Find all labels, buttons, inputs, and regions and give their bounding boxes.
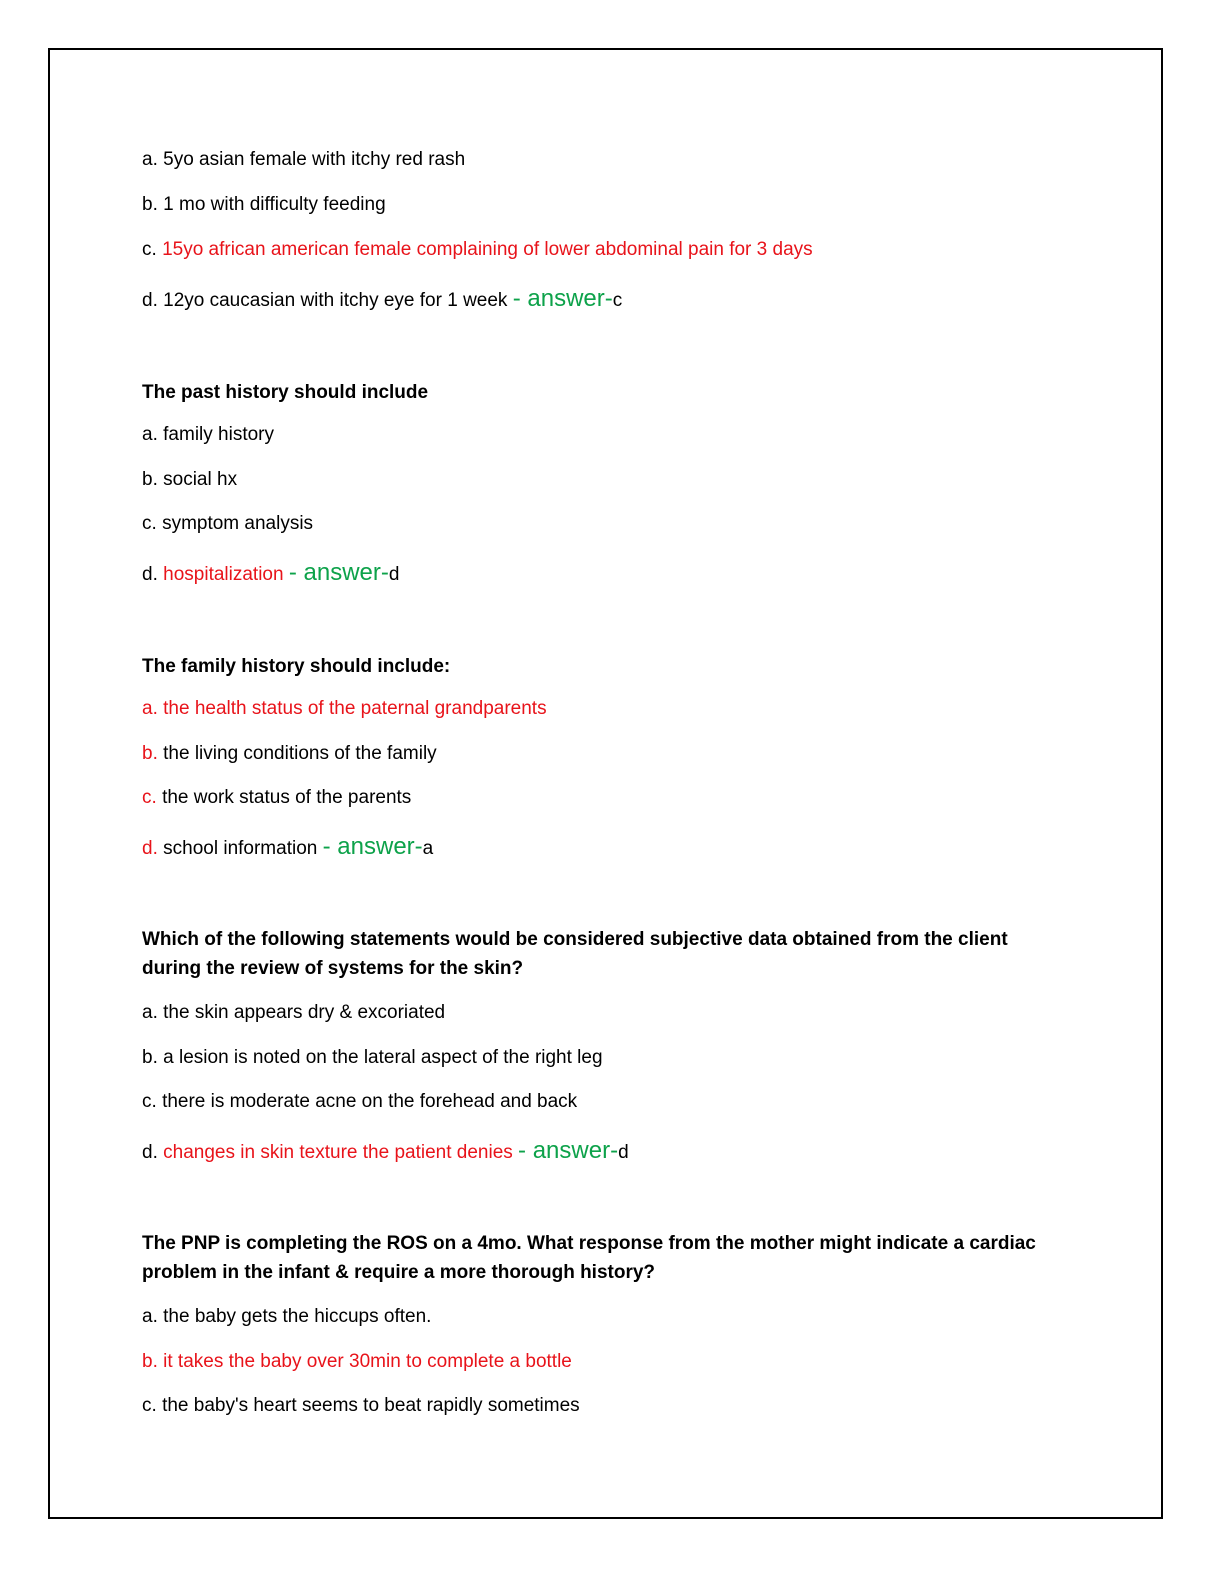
answer-letter: a: [422, 838, 434, 859]
q4-question: The PNP is completing the ROS on a 4mo. What response from the mother might indicate a cardiac problem in the infant & require a more thorough history?: [142, 1233, 1036, 1283]
answer-marker: - answer-: [288, 559, 389, 586]
q0-option-d: d. 12yo caucasian with itchy eye for 1 week - answer-c: [142, 285, 623, 312]
q1-option-b: b. social hx: [142, 469, 238, 490]
q4-option-a: a. the baby gets the hiccups often.: [142, 1306, 432, 1327]
q3-option-b: b. a lesion is noted on the lateral aspect of the right leg: [142, 1047, 603, 1068]
q1-option-a: a. family history: [142, 424, 274, 445]
answer-marker: - answer-: [512, 285, 613, 312]
q3-option-a: a. the skin appears dry & excoriated: [142, 1002, 446, 1023]
answer-letter: d: [388, 564, 400, 585]
q1-option-c: c. symptom analysis: [142, 513, 314, 534]
q1-option-d: d. hospitalization - answer-d: [142, 559, 400, 586]
q3-option-d: d. changes in skin texture the patient denies - answer-d: [142, 1137, 629, 1164]
answer-marker: - answer-: [518, 1137, 619, 1164]
q2-option-d: d. school information - answer-a: [142, 833, 434, 860]
q2-question: The family history should include:: [142, 656, 451, 677]
page-border: [48, 48, 1163, 1519]
answer-letter: d: [618, 1142, 629, 1163]
q2-option-c: c. the work status of the parents: [142, 787, 412, 808]
q0-option-c: c. 15yo african american female complaining of lower abdominal pain for 3 days: [142, 239, 813, 260]
answer-letter: c: [612, 290, 623, 311]
answer-marker: - answer-: [322, 833, 423, 860]
q0-option-a: a. 5yo asian female with itchy red rash: [142, 149, 466, 170]
q4-option-c: c. the baby's heart seems to beat rapidly sometimes: [142, 1395, 580, 1416]
q2-option-a: a. the health status of the paternal grandparents: [142, 698, 547, 719]
q3-question: Which of the following statements would be considered subjective data obtained from the client during the review of systems for the skin?: [142, 929, 1008, 979]
q0-option-b: b. 1 mo with difficulty feeding: [142, 194, 386, 215]
q1-question: The past history should include: [142, 382, 429, 403]
q2-option-b: b. the living conditions of the family: [142, 743, 437, 764]
q4-option-b: b. it takes the baby over 30min to complete a bottle: [142, 1351, 572, 1372]
q3-option-c: c. there is moderate acne on the forehead and back: [142, 1091, 578, 1112]
